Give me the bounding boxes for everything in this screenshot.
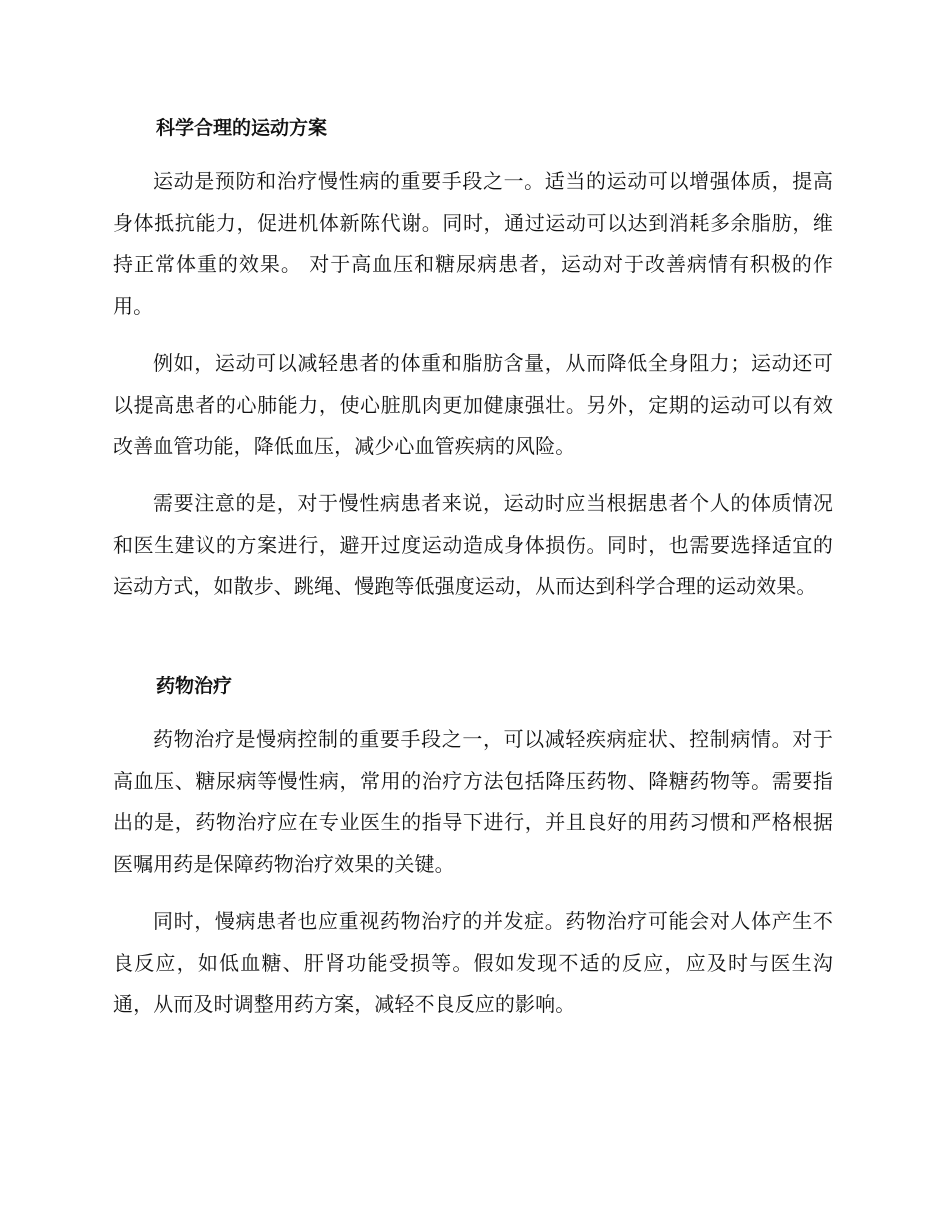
section-heading-exercise: 科学合理的运动方案: [156, 117, 328, 139]
paragraph-medication-complications: 同时，慢病患者也应重视药物治疗的并发症。药物治疗可能会对人体产生不良反应，如低血糖、肝肾功能受损等。假如发现不适的反应，应及时与医生沟通，从而及时调整用药方案，减轻不良反应的影响。: [113, 909, 833, 1016]
paragraph-exercise-caution: 需要注意的是，对于慢性病患者来说，运动时应当根据患者个人的体质情况和医生建议的方案进行，避开过度运动造成身体损伤。同时，也需要选择适宜的运动方式，如散步、跳绳、慢跑等低强度运动，从而达到科学合理的运动效果。: [113, 491, 833, 598]
paragraph-exercise-benefits: 例如，运动可以减轻患者的体重和脂肪含量，从而降低全身阻力；运动还可以提高患者的心肺能力，使心脏肌肉更加健康强壮。另外，定期的运动可以有效改善血管功能，降低血压，减少心血管疾病的风险。: [113, 351, 833, 458]
section-heading-medication: 药物治疗: [156, 675, 233, 697]
paragraph-exercise-intro: 运动是预防和治疗慢性病的重要手段之一。适当的运动可以增强体质，提高身体抵抗能力，促进机体新陈代谢。同时，通过运动可以达到消耗多余脂肪，维持正常体重的效果。 对于高血压和糖尿病患者，运动对于改善病情有积极的作用。: [113, 169, 833, 318]
paragraph-medication-intro: 药物治疗是慢病控制的重要手段之一，可以减轻疾病症状、控制病情。对于高血压、糖尿病等慢性病，常用的治疗方法包括降压药物、降糖药物等。需要指出的是，药物治疗应在专业医生的指导下进行，并且良好的用药习惯和严格根据医嘱用药是保障药物治疗效果的关键。: [113, 727, 833, 876]
